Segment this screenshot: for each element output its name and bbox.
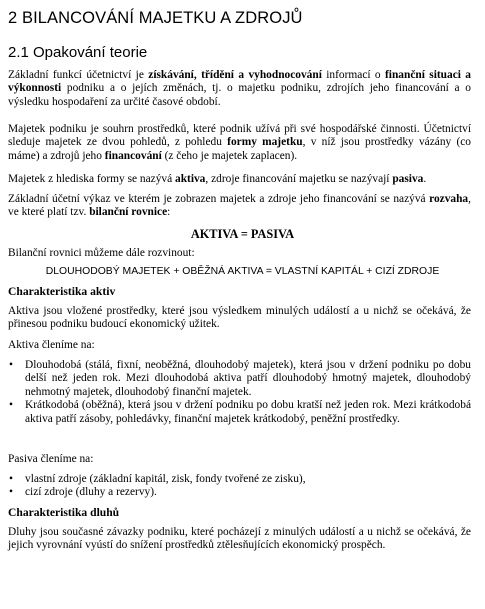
list-item [8, 473, 471, 486]
section-heading: 2.1 Opakování teorie [8, 44, 148, 61]
chapter-heading: 2 BILANCOVÁNÍ MAJETKU A ZDROJŮ [8, 9, 303, 27]
emphasis-text: finanční situaci a výkonnosti [8, 69, 471, 95]
paragraph-balance-sheet [8, 193, 471, 220]
bullet-icon: • [9, 473, 13, 485]
text-run: , zdroje financování majetku se nazývají [205, 173, 393, 185]
text-run: Základní funkcí účetnictví je [8, 69, 149, 81]
paragraph-assets-definition: Aktiva jsou vložené prostředky, které jsou výsledkem minulých událostí a u nichž se očekává, že přinesou podniku budoucí ekonomický užitek. [8, 305, 471, 331]
balance-equation: AKTIVA = PASIVA [190, 227, 295, 241]
paragraph-assets-liabilities [8, 173, 471, 186]
subheading-debts: Charakteristika dluhů [8, 506, 120, 519]
text-run: : [167, 206, 171, 219]
text-run: podniku a o jejích změnách, tj. o majetku podniku, zdrojích jeho financování a o výsledku hospodaření za určité časové období. [8, 82, 471, 108]
emphasis-text: pasiva [392, 173, 424, 185]
text-run: Majetek z hlediska formy se nazývá [8, 173, 175, 185]
bullet-icon: • [9, 359, 13, 371]
emphasis-text: bilanční rovnice [89, 206, 168, 219]
paragraph-liabilities-division: Pasiva členíme na: [8, 453, 94, 465]
list-item-text: Krátkodobá (oběžná), která jsou v držení podniku po dobu kratší než jeden rok. Mezi krátkodobá aktiva patří zásoby, pohledávky, finanční majetek krátkodobý, peněžní prostředky. [25, 399, 471, 425]
emphasis-text: aktiva [175, 173, 206, 185]
text-run: , v níž jsou prostředky vázány (co máme) a zdrojů jeho [8, 136, 471, 162]
paragraph-debts-definition: Dluhy jsou současné závazky podniku, které pocházejí z minulých událostí a u nichž se očekává, že jejich vyrovnání vyústí do snížení prostředků ztělesňujících ekonomický prospěch. [8, 526, 471, 552]
paragraph-assets-division: Aktiva členíme na: [8, 339, 95, 351]
subheading-assets: Charakteristika aktiv [8, 285, 116, 298]
paragraph-accounting-function [8, 69, 471, 109]
text-run: , ve které platí tzv. [8, 193, 471, 219]
text-run: (z čeho je majetek zaplacen). [161, 149, 298, 162]
list-item [8, 399, 471, 426]
list-item [8, 486, 471, 499]
paragraph-expand-equation: Bilanční rovnici můžeme dále rozvinout: [8, 247, 195, 259]
emphasis-text: rozvaha [429, 193, 469, 205]
list-item-text: vlastní zdroje (základní kapitál, zisk, fondy tvořené ze zisku), [25, 473, 306, 485]
emphasis-text: získávání, třídění a vyhodnocování [148, 69, 322, 81]
list-item-text: cizí zdroje (dluhy a rezervy). [25, 486, 157, 499]
bullet-icon: • [9, 486, 13, 499]
list-item [8, 359, 471, 399]
paragraph-property-definition [8, 123, 471, 163]
text-run: . [423, 173, 427, 185]
text-run: Základní účetní výkaz ve kterém je zobrazen majetek a zdroje jeho financování se nazývá [8, 193, 430, 205]
liabilities-list [8, 473, 471, 500]
expanded-balance-equation: DLOUHODOBÝ MAJETEK + OBĚŽNÁ AKTIVA = VLASTNÍ KAPITÁL + CIZÍ ZDROJE [45, 266, 440, 277]
text-run: informací o [321, 69, 386, 81]
emphasis-text: formy majetku [227, 136, 303, 149]
list-item-text: Dlouhodobá (stálá, fixní, neoběžná, dlouhodobý majetek), která jsou v držení podniku po dobu delší než jeden rok. Mezi dlouhodobá aktiva patří dlouhodobý hmotný majetek, dlouhodobý nehmotný majetek, dlouhodobý finanční majetek. [25, 359, 471, 398]
assets-list [8, 359, 471, 426]
emphasis-text: financování [104, 149, 162, 162]
text-run: Majetek podniku je souhrn prostředků, které podnik užívá při své hospodářské činnosti. Účetnictví sleduje majetek ze dvou pohledů, z pohledu [8, 123, 471, 149]
bullet-icon: • [9, 399, 13, 412]
